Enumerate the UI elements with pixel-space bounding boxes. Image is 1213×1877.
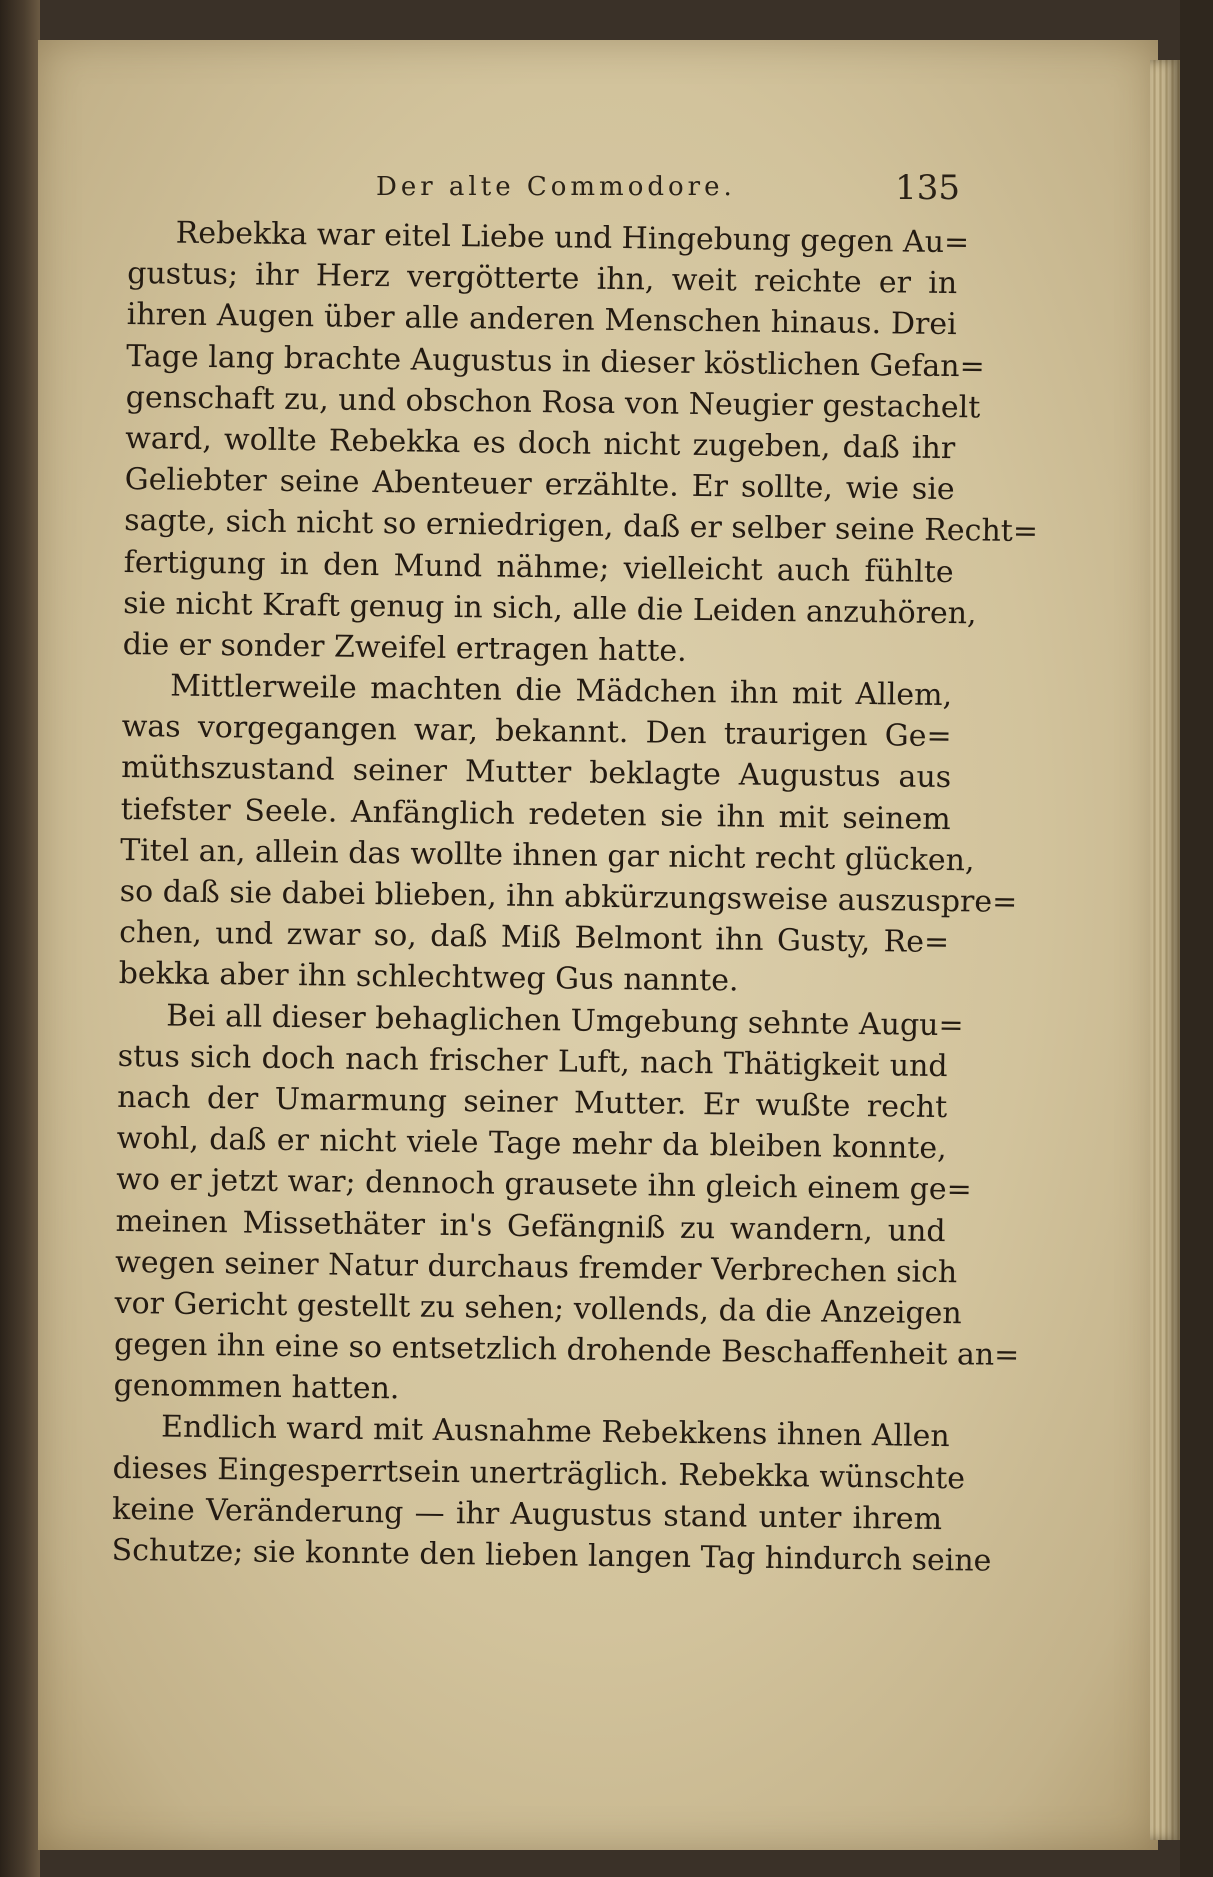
text-line: Mittlerweile machten die Mädchen ihn mit Allem, [169, 668, 953, 714]
paragraph [118, 665, 1018, 1005]
text-line: was vorgegangen war, bekannt. Den traurigen Ge= [121, 709, 952, 755]
text-line: Titel an, allein das wollte ihnen gar nicht recht glücken, [119, 832, 975, 879]
paragraph [113, 995, 1020, 1417]
text-line: sagte, sich nicht so erniedrigen, daß er selber seine Recht= [124, 503, 1039, 550]
text-line: so daß sie dabei blieben, ihn abkürzungsweise auszuspre= [119, 873, 1018, 920]
page-number: 135 [895, 168, 960, 208]
text-line: keine Veränderung — ihr Augustus stand unter ihrem [111, 1491, 943, 1537]
text-line: meinen Missethäter in's Gefängniß zu wandern, und [115, 1203, 946, 1249]
text-line: nach der Umarmung seiner Mutter. Er wußte recht [116, 1079, 948, 1126]
text-line: genschaft zu, und obschon Rosa von Neugier gestachelt [125, 379, 981, 426]
text-line: bekka aber ihn schlechtweg Gus nannte. [118, 956, 739, 999]
page-edges [1150, 60, 1180, 1840]
book-cover-edge [1180, 0, 1213, 1877]
text-line: wohl, daß er nicht viele Tage mehr da bleiben konnte, [116, 1121, 947, 1167]
text-line: Geliebter seine Abenteuer erzählte. Er sollte, wie sie [124, 462, 955, 508]
paragraph [122, 212, 1039, 675]
text-line: gustus; ihr Herz vergötterte ihn, weit reichte er in [127, 256, 958, 302]
text-line: vor Gericht gestellt zu sehen; vollends, da die Anzeigen [114, 1285, 962, 1332]
text-line: wegen seiner Natur durchaus fremder Verbrechen sich [114, 1244, 958, 1290]
text-line: ihren Augen über alle anderen Menschen hinaus. Drei [126, 297, 957, 343]
text-line: chen, und zwar so, daß Miß Belmont ihn Gusty, Re= [118, 915, 950, 961]
text-line: ward, wollte Rebekka es doch nicht zugeben, daß ihr [125, 420, 956, 467]
paragraph [111, 1406, 992, 1581]
page-header [130, 168, 960, 212]
text-line: stus sich doch nach frischer Luft, nach Thätigkeit und [117, 1038, 948, 1084]
text-line: Tage lang brachte Augustus in dieser köstlichen Gefan= [126, 338, 985, 385]
text-line: sie nicht Kraft genug in sich, alle die Leiden anzuhören, [123, 585, 977, 632]
book-binding [0, 0, 40, 1877]
body-text [111, 212, 1039, 1581]
text-line: dieses Eingesperrtsein unerträglich. Rebekka wünschte [112, 1450, 966, 1496]
text-line: fertigung in den Mund nähme; vielleicht auch fühlte [123, 544, 954, 590]
text-line: müthszustand seiner Mutter beklagte Augustus aus [120, 750, 952, 796]
running-title: Der alte Commodore. [376, 172, 736, 202]
text-line: Endlich ward mit Ausnahme Rebekkens ihnen Allen [160, 1409, 950, 1455]
text-line: wo er jetzt war; dennoch grausete ihn gleich einem ge= [115, 1162, 972, 1208]
text-line: Rebekka war eitel Liebe und Hingebung gegen Au= [175, 215, 970, 261]
text-line: genommen hatten. [113, 1368, 400, 1407]
text-line: Schutze; sie konnte den lieben langen Tag hindurch seine [111, 1532, 992, 1579]
text-line: Bei all dieser behaglichen Umgebung sehnte Augu= [165, 998, 964, 1043]
text-line: die er sonder Zweifel ertragen hatte. [122, 626, 687, 669]
text-line: tiefster Seele. Anfänglich redeten sie ihn mit seinem [120, 791, 951, 837]
text-line: gegen ihn eine so entsetzlich drohende Beschaffenheit an= [113, 1326, 1020, 1374]
